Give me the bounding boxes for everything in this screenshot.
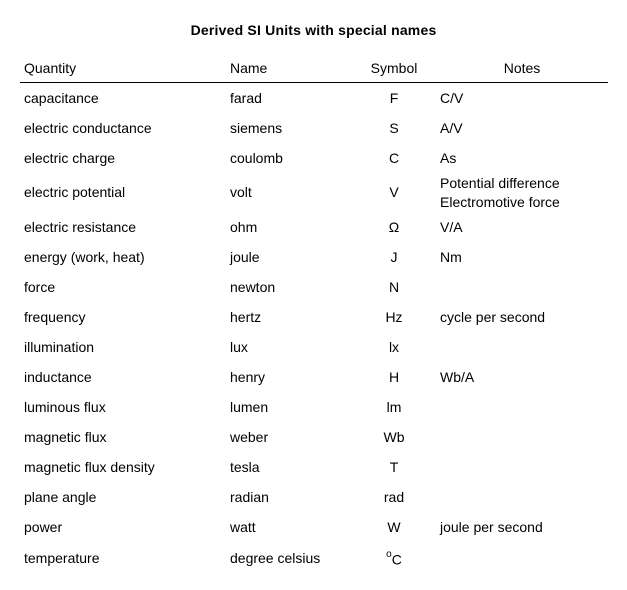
cell-notes-line-1: Potential difference (440, 174, 560, 191)
cell-name: weber (230, 428, 269, 445)
cell-notes (436, 542, 608, 575)
cell-quantity: electric potential (24, 184, 126, 200)
cell-symbol: Hz (385, 308, 403, 325)
cell-quantity: electric resistance (24, 218, 137, 235)
cell-symbol: N (388, 278, 400, 295)
cell-symbol: lx (388, 338, 400, 355)
cell-notes: V/A (440, 218, 463, 235)
cell-symbol: Wb (383, 428, 405, 445)
cell-symbol: H (388, 368, 400, 385)
cell-quantity: capacitance (24, 89, 99, 106)
cell-notes-line-2: Electromotive force (440, 193, 560, 210)
table-row (20, 302, 608, 332)
table-row (20, 113, 608, 143)
cell-symbol: rad (383, 488, 405, 505)
cell-notes: cycle per second (440, 308, 546, 325)
cell-notes (436, 272, 608, 302)
table-row (20, 542, 608, 575)
table-row (20, 272, 608, 302)
cell-symbol: W (387, 518, 401, 535)
table-row (20, 332, 608, 362)
table-row (20, 83, 608, 114)
cell-name: coulomb (230, 149, 283, 166)
table-title: Derived SI Units with special names (190, 22, 437, 38)
column-header-symbol: Symbol (352, 54, 436, 83)
cell-quantity: frequency (24, 308, 86, 325)
column-header-name: Name (226, 54, 352, 83)
cell-name: watt (230, 518, 256, 535)
cell-notes (436, 482, 608, 512)
cell-symbol: F (389, 89, 399, 106)
cell-quantity: electric conductance (24, 119, 152, 136)
table-row (20, 173, 608, 212)
cell-name: volt (230, 184, 252, 200)
degree-superscript: o (386, 549, 392, 561)
cell-symbol: V (389, 184, 399, 200)
cell-symbol (352, 542, 436, 575)
cell-symbol-text: C (391, 551, 402, 568)
cell-notes (436, 422, 608, 452)
cell-name: ohm (230, 218, 258, 235)
cell-quantity: force (24, 278, 56, 295)
cell-symbol: T (389, 458, 399, 475)
table-row (20, 512, 608, 542)
cell-name: lumen (230, 398, 269, 415)
cell-notes: C/V (440, 89, 464, 106)
cell-quantity: magnetic flux density (24, 458, 155, 475)
table-row (20, 422, 608, 452)
cell-quantity: electric charge (24, 149, 116, 166)
derived-si-units-table (20, 54, 608, 575)
table-row (20, 212, 608, 242)
table-row (20, 452, 608, 482)
cell-quantity: plane angle (24, 488, 97, 505)
cell-symbol: Ω (388, 218, 400, 235)
column-header-notes: Notes (436, 54, 608, 83)
cell-name: lux (230, 338, 248, 355)
cell-notes (436, 332, 608, 362)
cell-notes (436, 173, 608, 212)
cell-name: henry (230, 368, 266, 385)
cell-quantity: illumination (24, 338, 95, 355)
column-header-quantity: Quantity (20, 54, 226, 83)
table-row (20, 392, 608, 422)
cell-name: degree celsius (230, 550, 321, 566)
cell-symbol: S (389, 119, 399, 136)
cell-notes: joule per second (440, 518, 543, 535)
cell-quantity: inductance (24, 368, 92, 385)
cell-quantity: temperature (24, 550, 100, 566)
cell-name: hertz (230, 308, 262, 325)
cell-symbol: lm (386, 398, 402, 415)
table-row (20, 242, 608, 272)
cell-symbol: C (388, 149, 400, 166)
cell-name: tesla (230, 458, 260, 475)
cell-notes: A/V (440, 119, 463, 136)
cell-quantity: magnetic flux (24, 428, 107, 445)
cell-notes: Wb/A (440, 368, 475, 385)
cell-quantity: energy (work, heat) (24, 248, 145, 265)
cell-name: joule (230, 248, 260, 265)
cell-notes: Nm (440, 248, 462, 265)
table-row (20, 482, 608, 512)
cell-notes: As (440, 149, 457, 166)
cell-quantity: power (24, 518, 63, 535)
header-row (20, 54, 608, 83)
cell-name: siemens (230, 119, 283, 136)
cell-notes (436, 392, 608, 422)
table-row (20, 143, 608, 173)
table-row (20, 362, 608, 392)
cell-name: farad (230, 89, 262, 106)
cell-notes (436, 452, 608, 482)
cell-name: radian (230, 488, 269, 505)
cell-name: newton (230, 278, 276, 295)
cell-quantity: luminous flux (24, 398, 106, 415)
cell-symbol: J (390, 248, 398, 265)
